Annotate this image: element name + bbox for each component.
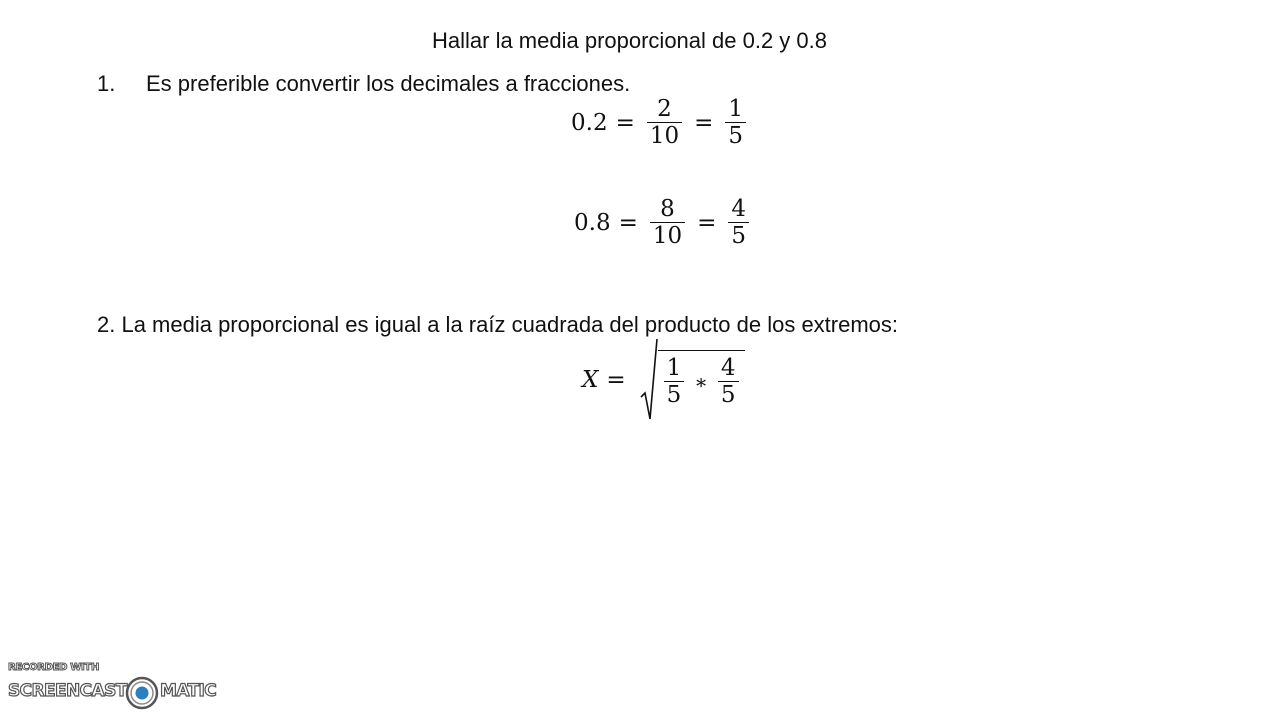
eq2-fraction-1-numerator: 8 xyxy=(660,196,675,222)
eq3-variable-x: X xyxy=(582,367,599,393)
eq2-equals-sign-1: = xyxy=(618,209,638,236)
step-2: 2. La media proporcional es igual a la raíz cuadrada del producto de los extremos: xyxy=(97,312,899,337)
eq1-fraction-1 xyxy=(647,96,682,149)
eq1-equals-sign-2: = xyxy=(694,109,714,136)
eq3-fraction-1-denominator: 5 xyxy=(666,382,682,408)
step-1 xyxy=(97,71,630,97)
equation-decimal-0-2 xyxy=(571,96,750,149)
eq3-fraction-2 xyxy=(718,355,739,408)
eq1-lhs: 0.2 xyxy=(571,109,608,136)
eq3-fraction-2-numerator: 4 xyxy=(720,355,736,381)
page-title: Hallar la media proporcional de 0.2 y 0.8 xyxy=(432,28,828,53)
eq3-multiply-operator: ∗ xyxy=(694,369,708,394)
eq1-fraction-1-numerator: 2 xyxy=(657,96,672,122)
equation-decimal-0-8 xyxy=(574,196,753,249)
radical-sign-icon xyxy=(640,339,658,421)
eq3-fraction-1-numerator: 1 xyxy=(666,355,682,381)
eq2-fraction-2-denominator: 5 xyxy=(731,223,747,249)
eq3-equals-sign: = xyxy=(606,367,626,393)
step-1-text: Es preferible convertir los decimales a fracciones. xyxy=(146,71,631,96)
eq1-fraction-2 xyxy=(725,96,746,149)
eq2-fraction-2 xyxy=(728,196,749,249)
square-root xyxy=(640,339,745,421)
step-1-number: 1. xyxy=(97,71,116,96)
eq2-equals-sign-2: = xyxy=(697,209,717,236)
eq1-fraction-2-denominator: 5 xyxy=(728,123,744,149)
watermark-matic: MATIC xyxy=(160,681,217,701)
eq2-fraction-2-numerator: 4 xyxy=(731,196,747,222)
radicand xyxy=(658,350,745,408)
screencast-watermark xyxy=(8,662,228,712)
eq3-fraction-2-denominator: 5 xyxy=(720,382,736,408)
eq1-equals-sign-1: = xyxy=(615,109,635,136)
screencast-logo-icon xyxy=(125,676,159,710)
eq2-fraction-1-denominator: 10 xyxy=(652,223,683,249)
watermark-screencast: SCREENCAST xyxy=(8,681,127,701)
eq1-fraction-2-numerator: 1 xyxy=(728,96,744,122)
equation-geometric-mean xyxy=(582,339,745,421)
eq2-fraction-1 xyxy=(650,196,685,249)
eq2-lhs: 0.8 xyxy=(574,209,611,236)
eq3-fraction-1 xyxy=(664,355,685,408)
eq1-fraction-1-denominator: 10 xyxy=(649,123,680,149)
watermark-recorded-with: RECORDED WITH xyxy=(8,662,100,673)
